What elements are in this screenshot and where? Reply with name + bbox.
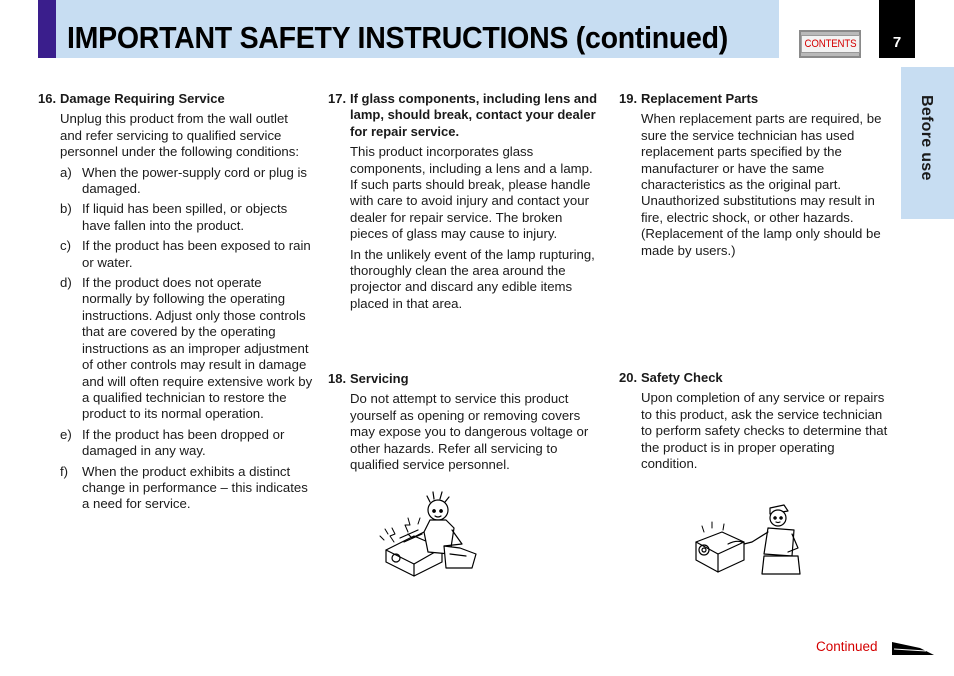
safety-check-illustration bbox=[688, 498, 808, 578]
section-16-intro: Unplug this product from the wall outlet and refer servicing to qualified service personnel under the following conditions: bbox=[60, 111, 299, 160]
list-item: c) If the product has been exposed to rain or water. bbox=[60, 238, 311, 270]
section-18-paragraph: Do not attempt to service this product yourself as opening or removing covers may expose you to dangerous voltage or other hazards. Refer all servicing to qualified service personnel. bbox=[350, 391, 589, 473]
section-17-paragraph-1: This product incorporates glass components, including a lens and a lamp. If such parts should break, please handle with care to avoid injury and contact your dealer for repair service. The broken pieces of glass may cause to injury. bbox=[350, 144, 593, 242]
section-16-heading: 16. Damage Requiring Service bbox=[38, 91, 225, 106]
list-item: e) If the product has been dropped or damaged in any way. bbox=[60, 426, 285, 459]
section-17 bbox=[328, 91, 603, 312]
servicing-illustration bbox=[378, 488, 478, 580]
section-20 bbox=[619, 370, 889, 472]
contents-button[interactable] bbox=[799, 30, 861, 58]
page-title: IMPORTANT SAFETY INSTRUCTIONS (continued) bbox=[67, 20, 729, 55]
section-20-paragraph: Upon completion of any service or repairs to this product, ask the service technician to perform safety checks to determine that the product is in proper operating condition. bbox=[641, 390, 888, 472]
section-16 bbox=[38, 91, 313, 513]
section-18 bbox=[328, 371, 603, 473]
next-arrow-icon[interactable] bbox=[890, 640, 936, 656]
contents-button-label: CONTENTS bbox=[801, 35, 860, 53]
section-19-paragraph: When replacement parts are required, be sure the service technician has used replacement parts specified by the manufacturer or have the same characteristics as the original part. Unauthorized substitutions may result in fire, electric shock, or other hazards. (Replacement of the lamp only should be made by users.) bbox=[641, 111, 882, 258]
list-item: d) If the product does not operate normally by following the operating instructions. Adjust only those controls that are covered by the operating instructions as an improper adjustment of other controls may result in damage and will often require extensive work by a qualified technician to restore the product to its normal operation. bbox=[60, 275, 313, 422]
list-item: f) When the product exhibits a distinct change in performance – this indicates a need for service. bbox=[60, 463, 308, 512]
header-accent-bar bbox=[38, 0, 56, 58]
side-tab-label: Before use bbox=[918, 95, 935, 181]
list-item: a) When the power-supply cord or plug is damaged. bbox=[60, 164, 308, 197]
section-17-heading: 17. If glass components, including lens and lamp, should break, contact your dealer for repair service. bbox=[328, 91, 598, 139]
section-17-paragraph-2: In the unlikely event of the lamp rupturing, thoroughly clean the area around the projector and discard any edible items placed in that area. bbox=[350, 246, 595, 311]
list-item: b) If liquid has been spilled, or objects have fallen into the product. bbox=[60, 201, 288, 233]
page-number-text: 7 bbox=[892, 34, 902, 51]
page-number bbox=[879, 0, 915, 58]
section-20-heading: 20. Safety Check bbox=[619, 370, 723, 385]
section-19-heading: 19. Replacement Parts bbox=[619, 91, 759, 106]
section-18-heading: 18. Servicing bbox=[328, 371, 409, 386]
section-16-conditions bbox=[38, 165, 313, 513]
section-19 bbox=[619, 91, 889, 259]
continued-link[interactable]: Continued bbox=[816, 639, 878, 654]
side-tab-before-use[interactable] bbox=[901, 67, 954, 219]
